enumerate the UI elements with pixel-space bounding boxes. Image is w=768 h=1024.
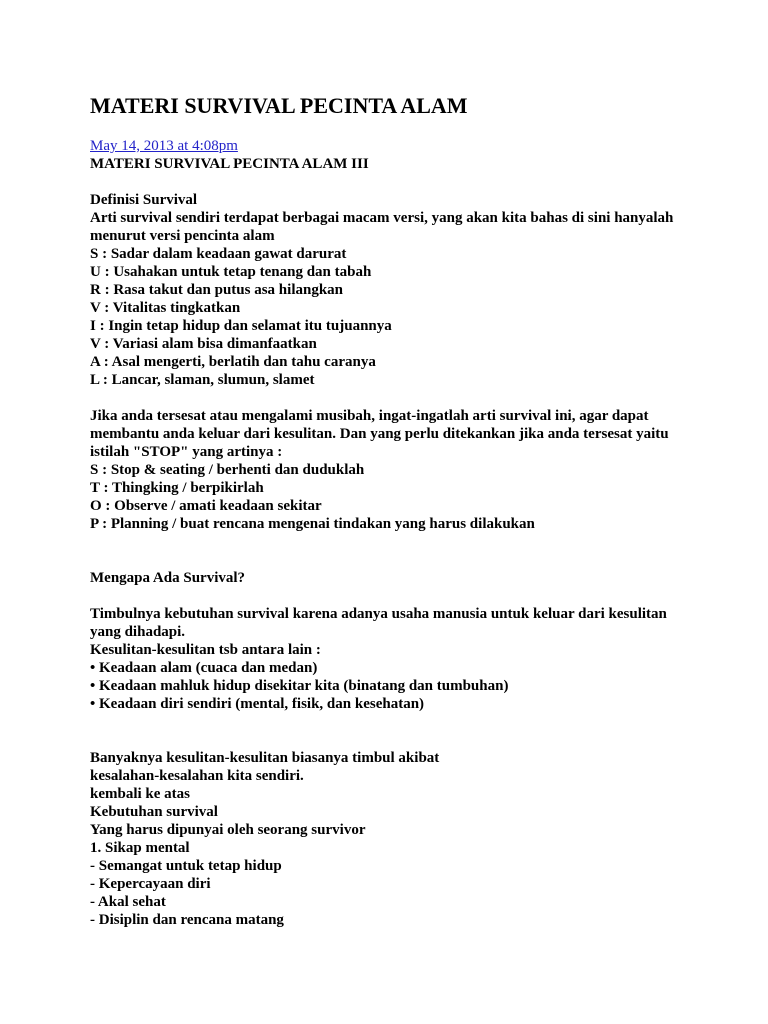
bullet-item: • Keadaan alam (cuaca dan medan) — [90, 660, 318, 676]
acronym-line: A : Asal mengerti, berlatih dan tahu caranya — [90, 354, 376, 370]
section-heading-definisi: Definisi Survival — [90, 192, 198, 208]
acronym-line: T : Thingking / berpikirlah — [90, 480, 264, 496]
acronym-line: S : Sadar dalam keadaan gawat darurat — [90, 246, 347, 262]
acronym-line: V : Variasi alam bisa dimanfaatkan — [90, 336, 317, 352]
section-heading-mengapa: Mengapa Ada Survival? — [90, 570, 246, 586]
list-item: - Semangat untuk tetap hidup — [90, 858, 282, 874]
acronym-line: L : Lancar, slaman, slumun, slamet — [90, 372, 315, 388]
back-to-top-text: kembali ke atas — [90, 786, 191, 802]
text-line: Banyaknya kesulitan-kesulitan biasanya timbul akibat — [90, 750, 440, 766]
section-heading-kebutuhan: Kebutuhan survival — [90, 804, 218, 820]
bullet-item: • Keadaan diri sendiri (mental, fisik, dan kesehatan) — [90, 696, 425, 712]
text-line: kesalahan-kesalahan kita sendiri. — [90, 768, 304, 784]
acronym-line: P : Planning / buat rencana mengenai tindakan yang harus dilakukan — [90, 516, 535, 532]
text-line: istilah "STOP" yang artinya : — [90, 444, 283, 460]
text-line: Kesulitan-kesulitan tsb antara lain : — [90, 642, 321, 658]
list-item: 1. Sikap mental — [90, 840, 190, 856]
text-line: membantu anda keluar dari kesulitan. Dan yang perlu ditekankan jika anda tersesat yaitu — [90, 426, 669, 442]
bullet-item: • Keadaan mahluk hidup disekitar kita (binatang dan tumbuhan) — [90, 678, 509, 694]
list-item: - Disiplin dan rencana matang — [90, 912, 284, 928]
text-line: yang dihadapi. — [90, 624, 186, 640]
acronym-line: R : Rasa takut dan putus asa hilangkan — [90, 282, 344, 298]
acronym-line: U : Usahakan untuk tetap tenang dan tabah — [90, 264, 372, 280]
acronym-line: I : Ingin tetap hidup dan selamat itu tujuannya — [90, 318, 392, 334]
text-line: Arti survival sendiri terdapat berbagai macam versi, yang akan kita bahas di sini hanyalah — [90, 210, 674, 226]
text-line: Timbulnya kebutuhan survival karena adanya usaha manusia untuk keluar dari kesulitan — [90, 606, 667, 622]
document-title: MATERI SURVIVAL PECINTA ALAM — [90, 93, 468, 118]
text-line: Jika anda tersesat atau mengalami musibah, ingat-ingatlah arti survival ini, agar dapat — [90, 408, 649, 424]
document-page — [90, 90, 730, 929]
text-line: menurut versi pencinta alam — [90, 228, 275, 244]
list-item: - Akal sehat — [90, 894, 166, 910]
document-subtitle: MATERI SURVIVAL PECINTA ALAM III — [90, 156, 369, 172]
acronym-line: V : Vitalitas tingkatkan — [90, 300, 241, 316]
acronym-line: O : Observe / amati keadaan sekitar — [90, 498, 322, 514]
list-item: - Kepercayaan diri — [90, 876, 211, 892]
post-date-link[interactable]: May 14, 2013 at 4:08pm — [90, 138, 238, 154]
text-line: Yang harus dipunyai oleh seorang survivor — [90, 822, 366, 838]
acronym-line: S : Stop & seating / berhenti dan duduklah — [90, 462, 365, 478]
